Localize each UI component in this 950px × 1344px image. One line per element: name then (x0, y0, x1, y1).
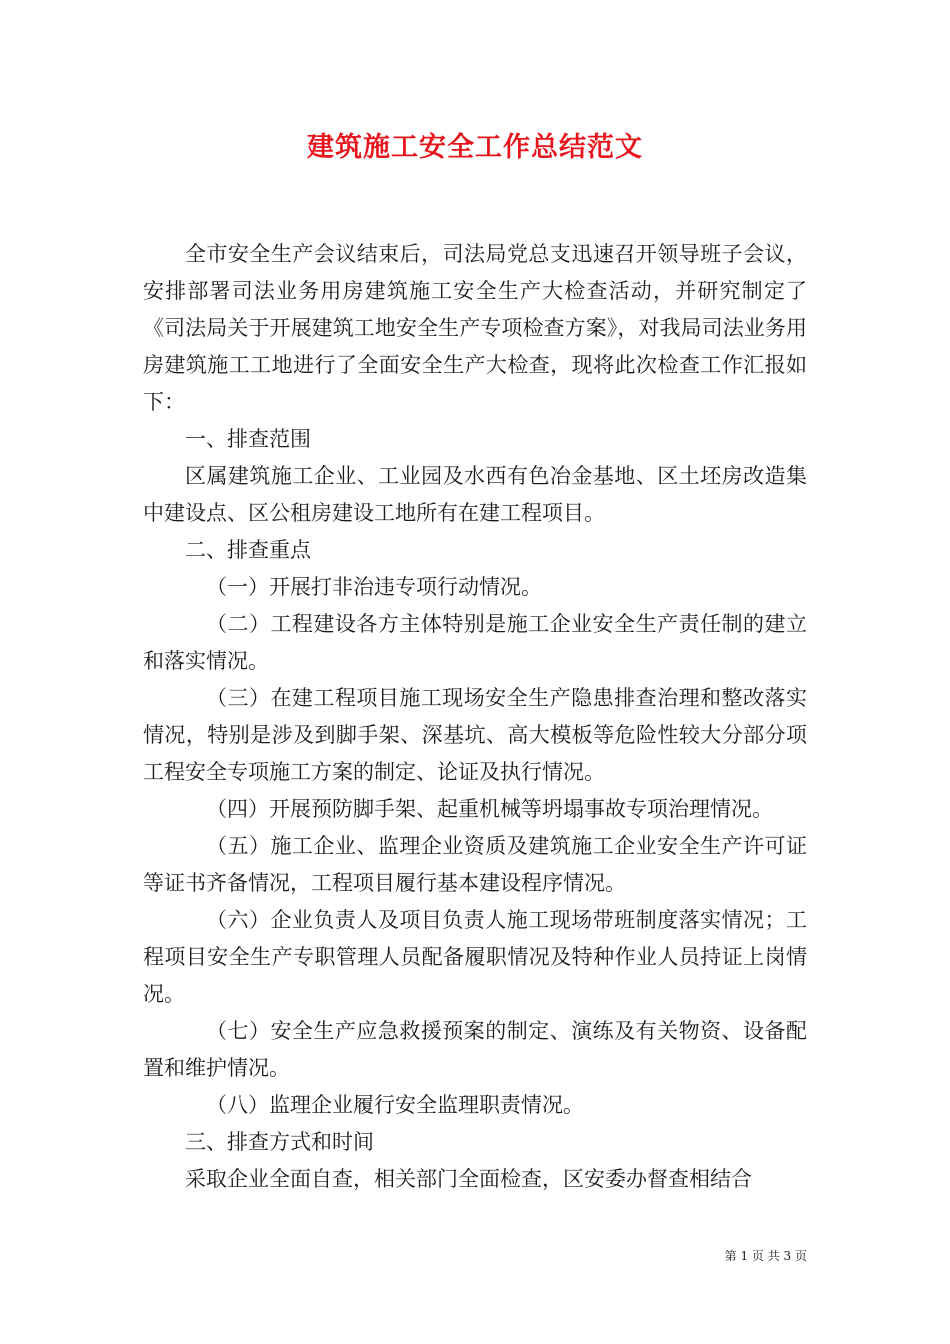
document-title: 建筑施工安全工作总结范文 (307, 132, 643, 163)
section-heading-focus: 二、排查重点 (185, 538, 311, 562)
focus-item-1: （一）开展打非治违专项行动情况。 (206, 575, 542, 599)
scope-paragraph: 区属建筑施工企业、工业园及水西有色冶金基地、区土坯房改造集中建设点、区公租房建设工地所有在建工程项目。 (143, 464, 807, 525)
focus-item-5: （五）施工企业、监理企业资质及建筑施工企业安全生产许可证等证书齐备情况，工程项目履行基本建设程序情况。 (143, 834, 807, 895)
intro-paragraph: 全市安全生产会议结束后，司法局党总支迅速召开领导班子会议，安排部署司法业务用房建筑施工安全生产大检查活动，并研究制定了《司法局关于开展建筑工地安全生产专项检查方案》，对我局司法业务用房建筑施工工地进行了全面安全生产大检查，现将此次检查工作汇报如下： (143, 242, 807, 414)
document-body (143, 236, 807, 1198)
section-heading-method: 三、排查方式和时间 (185, 1130, 374, 1154)
method-paragraph: 采取企业全面自查，相关部门全面检查，区安委办督查相结合 (185, 1167, 752, 1191)
focus-item-3: （三）在建工程项目施工现场安全生产隐患排查治理和整改落实情况，特别是涉及到脚手架、深基坑、高大模板等危险性较大分部分项工程安全专项施工方案的制定、论证及执行情况。 (143, 686, 807, 784)
section-heading-scope: 一、排查范围 (185, 427, 311, 451)
focus-item-8: （八）监理企业履行安全监理职责情况。 (206, 1093, 584, 1117)
focus-item-4: （四）开展预防脚手架、起重机械等坍塌事故专项治理情况。 (206, 797, 773, 821)
focus-item-7: （七）安全生产应急救援预案的制定、演练及有关物资、设备配置和维护情况。 (143, 1019, 807, 1080)
focus-item-2: （二）工程建设各方主体特别是施工企业安全生产责任制的建立和落实情况。 (143, 612, 807, 673)
page-number: 第 1 页 共 3 页 (724, 1249, 807, 1263)
focus-item-6: （六）企业负责人及项目负责人施工现场带班制度落实情况；工程项目安全生产专职管理人员配备履职情况及特种作业人员持证上岗情况。 (143, 908, 807, 1006)
